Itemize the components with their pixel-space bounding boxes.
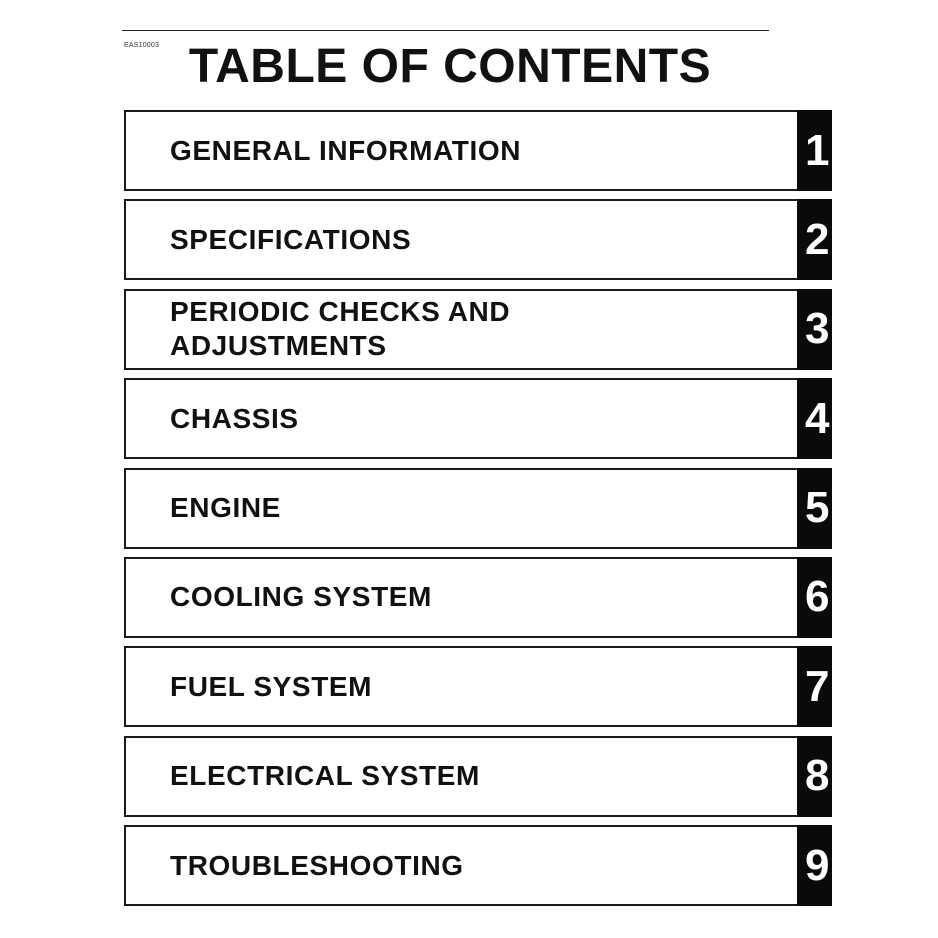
chapter-number: 7 (805, 661, 830, 711)
chapter-tab (797, 736, 832, 817)
toc-item-label: SPECIFICATIONS (170, 223, 412, 255)
toc-item-general-information[interactable] (124, 110, 832, 191)
toc-item-engine[interactable] (124, 468, 832, 549)
chapter-number: 5 (805, 483, 830, 533)
document-code: EAS10003 (124, 42, 160, 49)
chapter-number: 2 (805, 214, 830, 264)
toc-item-label: TROUBLESHOOTING (170, 849, 464, 881)
chapter-number: 4 (805, 393, 830, 443)
toc-item-label: CHASSIS (170, 402, 299, 434)
chapter-tab (797, 289, 832, 370)
chapter-number: 9 (805, 840, 830, 890)
toc-list (124, 110, 832, 915)
toc-item-label: FUEL SYSTEM (170, 670, 373, 702)
chapter-number: 1 (805, 125, 830, 175)
toc-item-specifications[interactable] (124, 199, 832, 280)
toc-item-label: ELECTRICAL SYSTEM (170, 760, 480, 792)
chapter-number: 6 (805, 572, 830, 622)
toc-item-fuel-system[interactable] (124, 646, 832, 727)
chapter-tab (797, 110, 832, 191)
toc-item-periodic-checks[interactable] (124, 289, 832, 370)
top-rule (122, 30, 769, 31)
chapter-tab (797, 468, 832, 549)
chapter-number: 8 (805, 751, 830, 801)
toc-item-troubleshooting[interactable] (124, 825, 832, 906)
toc-item-label: PERIODIC CHECKS AND ADJUSTMENTS (170, 296, 511, 362)
chapter-tab (797, 646, 832, 727)
chapter-tab (797, 825, 832, 906)
toc-item-label: GENERAL INFORMATION (170, 134, 522, 166)
page-title: TABLE OF CONTENTS (188, 40, 712, 93)
toc-item-label: ENGINE (170, 492, 281, 524)
chapter-tab (797, 557, 832, 638)
chapter-number: 3 (805, 304, 830, 354)
toc-item-label: COOLING SYSTEM (170, 581, 432, 613)
toc-item-chassis[interactable] (124, 378, 832, 459)
chapter-tab (797, 378, 832, 459)
toc-item-electrical-system[interactable] (124, 736, 832, 817)
toc-item-cooling-system[interactable] (124, 557, 832, 638)
chapter-tab (797, 199, 832, 280)
